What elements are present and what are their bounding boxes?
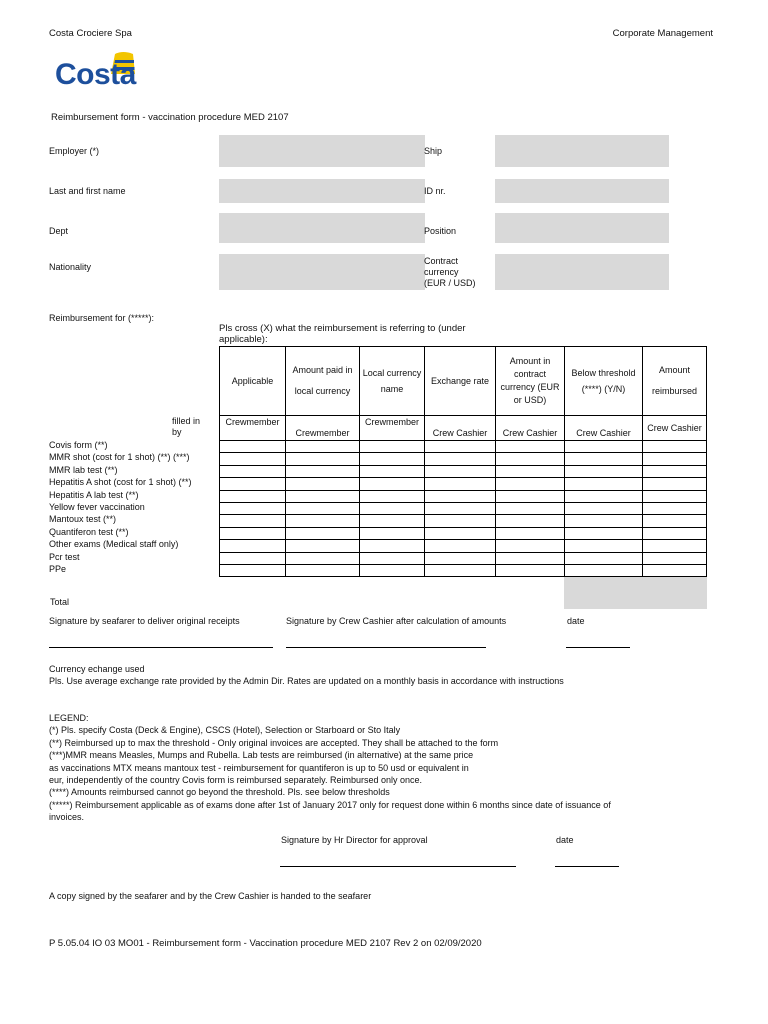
currency-note: Pls. Use average exchange rate provided by the Admin Dir. Rates are updated on a monthly basis in accordance with instructions [49,676,564,686]
table-cell[interactable] [425,453,496,465]
nationality-label: Nationality [49,262,92,272]
table-cell[interactable] [220,502,286,514]
row-label: MMR shot (cost for 1 shot) (**) (***) [49,452,190,463]
position-label: Position [424,226,457,236]
table-cell[interactable] [425,515,496,527]
table-cell[interactable] [360,441,425,453]
table-cell[interactable] [643,502,707,514]
table-cell[interactable] [565,478,643,490]
table-cell[interactable] [496,540,565,552]
table-cell[interactable] [360,478,425,490]
header-amount-local: Amount paid in local currency [286,347,360,416]
table-cell[interactable] [425,527,496,539]
table-row [220,441,707,453]
header-amount-reimbursed: Amount reimbursed [643,347,707,416]
copy-note: A copy signed by the seafarer and by the Crew Cashier is handed to the seafarer [49,891,372,901]
filled-by-cell: Crewmember [286,416,360,441]
date-line[interactable] [566,647,630,648]
table-cell[interactable] [565,502,643,514]
logo-text: Costa [55,58,136,91]
table-row [220,515,707,527]
table-cell[interactable] [565,540,643,552]
seafarer-signature-label: Signature by seafarer to deliver original receipts [49,616,240,626]
table-cell[interactable] [360,540,425,552]
hr-date-label: date [556,835,574,845]
table-cell[interactable] [496,478,565,490]
total-input[interactable] [564,577,707,609]
cashier-signature-line[interactable] [286,647,486,648]
table-cell[interactable] [565,515,643,527]
legend-line: eur, independently of the country Covis form is reimbursed separately. Reimbursed only once. [49,775,423,786]
legend-line: invoices. [49,812,85,823]
table-cell[interactable] [496,564,565,576]
reimbursement-table [219,346,707,577]
table-cell[interactable] [425,465,496,477]
dept-label: Dept [49,226,69,236]
table-cell[interactable] [360,552,425,564]
hr-signature-line[interactable] [280,866,516,867]
table-cell[interactable] [425,478,496,490]
table-cell[interactable] [643,540,707,552]
row-label: PPe [49,564,67,575]
table-cell[interactable] [565,552,643,564]
table-row [220,465,707,477]
ship-input[interactable] [495,135,669,167]
table-cell[interactable] [360,502,425,514]
ship-label: Ship [424,146,443,156]
reimbursement-for-label: Reimbursement for (*****): [49,313,155,323]
legend-line: (***)MMR means Measles, Mumps and Rubella. Lab tests are reimbursed (in alternative) at the same price [49,750,474,761]
legend-line: (****) Amounts reimbursed cannot go beyond the threshold. Pls. see below thresholds [49,787,390,798]
row-label: Other exams (Medical staff only) [49,539,179,550]
table-cell[interactable] [220,564,286,576]
table-cell[interactable] [220,490,286,502]
row-label: Quantiferon test (**) [49,526,129,537]
table-cell[interactable] [425,502,496,514]
filled-by-cell: Crew Cashier [425,416,496,441]
filled-by-cell: Crewmember [360,416,425,441]
table-cell[interactable] [360,564,425,576]
table-cell[interactable] [220,441,286,453]
table-cell[interactable] [360,465,425,477]
header-amount-contract: Amount in contract currency (EUR or USD) [496,347,565,416]
table-row [220,552,707,564]
table-row [220,564,707,576]
table-cell[interactable] [643,527,707,539]
table-cell[interactable] [220,515,286,527]
row-labels [49,439,192,575]
name-label: Last and first name [49,186,126,196]
table-cell[interactable] [643,515,707,527]
table-cell[interactable] [565,490,643,502]
legend [49,712,611,824]
filled-by-cell: Crewmember [220,416,286,441]
table-cell[interactable] [496,552,565,564]
header-exchange-rate: Exchange rate [425,347,496,416]
position-input[interactable] [495,213,669,243]
filled-by-cell: Crew Cashier [643,416,707,441]
table-cell[interactable] [286,502,360,514]
table-cell[interactable] [360,490,425,502]
row-label: Mantoux test (**) [49,514,117,525]
row-label: Pcr test [49,551,80,562]
hr-date-line[interactable] [555,866,619,867]
table-cell[interactable] [220,465,286,477]
contract-currency-label: Contract currency (EUR / USD) [424,256,476,288]
row-label: Hepatitis A lab test (**) [49,489,139,500]
footer-reference: P 5.05.04 IO 03 MO01 - Reimbursement form - Vaccination procedure MED 2107 Rev 2 on 02/09/2020 [49,938,482,949]
table-cell[interactable] [425,552,496,564]
id-input[interactable] [495,179,669,203]
costa-logo [55,50,155,100]
table-cell[interactable] [496,441,565,453]
table-cell[interactable] [286,515,360,527]
seafarer-signature-line[interactable] [49,647,273,648]
table-cell[interactable] [220,540,286,552]
table-cell[interactable] [286,527,360,539]
filled-in-by-label: filled in by [172,416,201,437]
table-cell[interactable] [496,515,565,527]
table-row [220,527,707,539]
legend-line: as vaccinations MTX means mantoux test - reimbursement for quantiferon is up to 50 usd or equivalent in [49,762,469,773]
table-cell[interactable] [286,552,360,564]
table-row [220,478,707,490]
table-cell[interactable] [425,540,496,552]
date-label: date [567,616,585,626]
table-cell[interactable] [643,552,707,564]
table-row [220,453,707,465]
table-cell[interactable] [496,502,565,514]
table-cell[interactable] [220,478,286,490]
filled-by-cell: Crew Cashier [496,416,565,441]
hr-signature-label: Signature by Hr Director for approval [281,835,428,845]
cross-note: Pls cross (X) what the reimbursement is referring to (under applicable): [219,323,466,345]
table-cell[interactable] [220,552,286,564]
table-cell[interactable] [496,490,565,502]
legend-line: (*****) Reimbursement applicable as of exams done after 1st of January 2017 only for request done within 6 months since date of issuance of [49,799,611,810]
table-cell[interactable] [643,490,707,502]
company-name: Costa Crociere Spa [49,28,132,39]
table-cell[interactable] [565,527,643,539]
table-cell[interactable] [496,453,565,465]
currency-used-label: Currency echange used [49,664,145,674]
table-header-row [220,347,707,416]
id-label: ID nr. [424,186,446,196]
table-cell[interactable] [286,441,360,453]
employer-input[interactable] [219,135,425,167]
department-name: Corporate Management [612,28,713,39]
table-cell[interactable] [360,515,425,527]
table-cell[interactable] [360,453,425,465]
table-cell[interactable] [286,540,360,552]
cashier-signature-label: Signature by Crew Cashier after calculation of amounts [286,616,507,626]
row-label: Covis form (**) [49,440,108,450]
total-label: Total [50,597,70,607]
row-label: MMR lab test (**) [49,464,118,475]
contract-currency-input[interactable] [495,254,669,290]
dept-input[interactable] [219,213,425,243]
table-cell[interactable] [220,527,286,539]
legend-line: (**) Reimbursed up to max the threshold - Only original invoices are accepted. They shall be attached to the form [49,737,499,748]
table-cell[interactable] [286,465,360,477]
table-cell[interactable] [286,490,360,502]
table-cell[interactable] [286,564,360,576]
table-row [220,540,707,552]
table-cell[interactable] [425,490,496,502]
row-label: Hepatitis A shot (cost for 1 shot) (**) [49,477,192,488]
nationality-input[interactable] [219,254,425,290]
table-row [220,490,707,502]
table-cell[interactable] [360,527,425,539]
table-row [220,502,707,514]
filled-by-row [220,416,707,441]
table-cell[interactable] [565,564,643,576]
table-cell[interactable] [565,441,643,453]
row-label: Yellow fever vaccination [49,502,145,513]
form-title: Reimbursement form - vaccination procedure MED 2107 [51,112,289,123]
table-cell[interactable] [496,465,565,477]
table-cell[interactable] [643,478,707,490]
table-cell[interactable] [496,527,565,539]
employer-label: Employer (*) [49,146,100,156]
filled-by-cell: Crew Cashier [565,416,643,441]
legend-line: (*) Pls. specify Costa (Deck & Engine), CSCS (Hotel), Selection or Starboard or Sto Italy [49,725,401,736]
table-cell[interactable] [565,465,643,477]
header-applicable: Applicable [220,347,286,416]
table-cell[interactable] [643,453,707,465]
header-local-currency: Local currency name [360,347,425,416]
table-cell[interactable] [565,453,643,465]
table-cell[interactable] [286,453,360,465]
name-input[interactable] [219,179,425,203]
table-cell[interactable] [286,478,360,490]
table-cell[interactable] [425,441,496,453]
table-cell[interactable] [220,453,286,465]
legend-line: LEGEND: [49,713,89,723]
header-below-threshold: Below threshold (****) (Y/N) [565,347,643,416]
table-cell[interactable] [643,564,707,576]
table-cell[interactable] [643,465,707,477]
table-cell[interactable] [425,564,496,576]
table-cell[interactable] [643,441,707,453]
